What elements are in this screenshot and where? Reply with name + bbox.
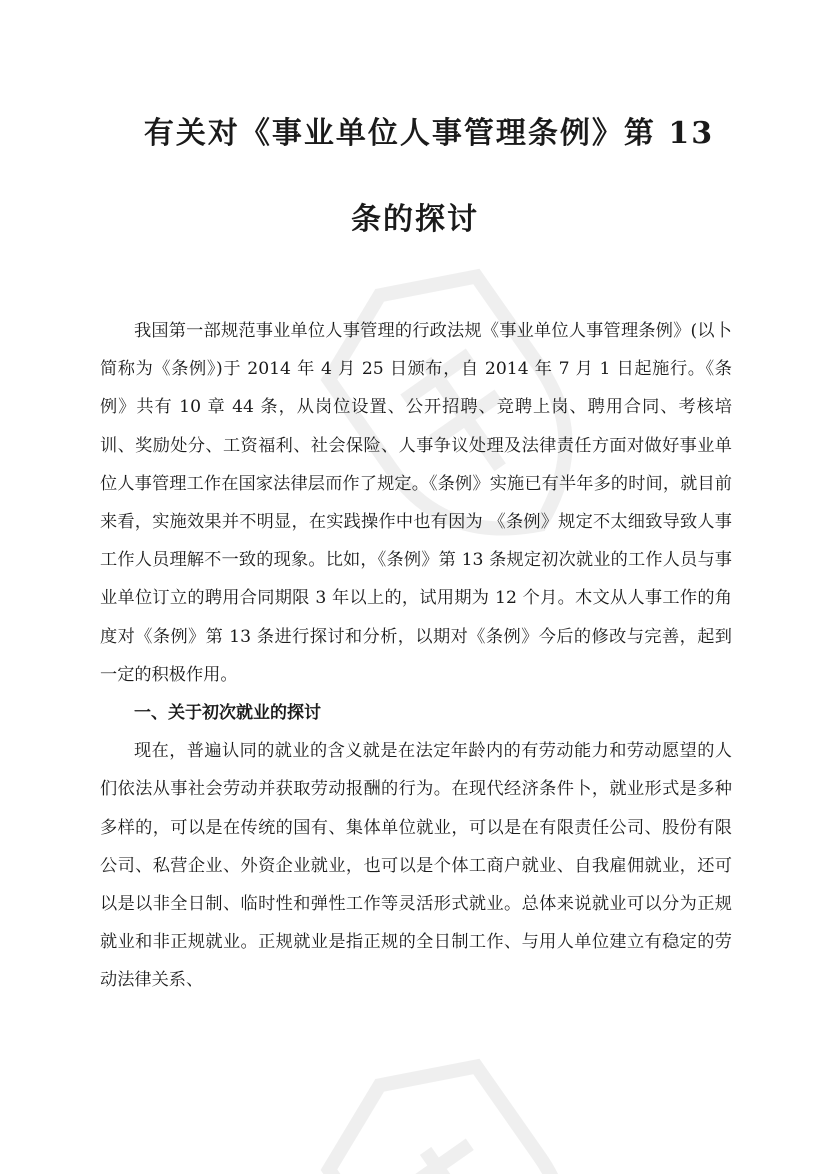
section-heading-1: 一、关于初次就业的探讨 <box>134 703 321 724</box>
paragraph-employment: 现在，普遍认同的就业的含义就是在法定年龄内的有劳动能力和劳动愿望的人们依法从事社会劳动并获取劳动报酬的行为。在现代经济条件卜，就业形式是多种多样的，可以是在传统的国有、集体单位就业，可以是在有限责任公司、股份有限公司、私营企业、外资企业就业，也可以是个体工商户就业、自我雇佣就业，还可以是以非全日制、临时性和弹性工作等灵活形式就业。总体来说就业可以分为正规就业和非正规就业。正规就业是指正规的全日制工作、与用人单位建立有稳定的劳动法律关系、 <box>100 741 732 991</box>
paragraph-intro: 我国第一部规范事业单位人事管理的行政法规《事业单位人事管理条例》(以卜简称为《条例》)于 2014 年 4 月 25 日颁布，自 2014 年 7 月 1 日起施行。《条例》共有 10 章 44 条，从岗位设置、公开招聘、竞聘上岗、聘用合同、考核培训、奖励处分、工资福利、社会保险、人事争议处理及法律责任方面对做好事业单位人事管理工作在国家法律层而作了规定。《条例》实施已有半年多的时间，就目前来看，实施效果并不明显，在实践操作中也有因为 《条例》规定不太细致导致人事工作人员理解不一致的现象。比如，《条例》第 13 条规定初次就业的工作人员与事业单位订立的聘用合同期限 3 年以上的，试用期为 12 个月。木文从人事工作的角度对《条例》第 13 条进行探讨和分析，以期对《条例》今后的修改与完善，起到一定的积极作用。 <box>100 321 732 685</box>
document-title-line-2: 条的探讨 <box>351 202 479 237</box>
document-body <box>100 312 732 1000</box>
document-title-line-1: 有关对《事业单位人事管理条例》第 13 <box>143 116 715 151</box>
watermark-icon <box>262 994 659 1174</box>
